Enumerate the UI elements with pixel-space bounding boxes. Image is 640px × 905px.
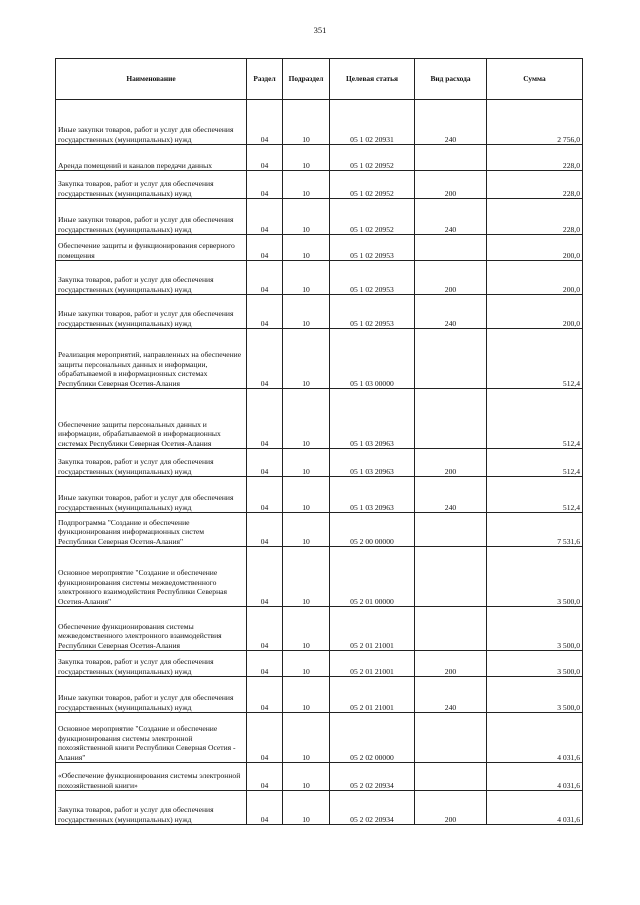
table-row xyxy=(56,100,583,145)
row-name-cell: Реализация мероприятий, направленных на обеспечение защиты персональных данных и информации, обрабатываемой в информационных системах Республики Северная Осетия-Алания xyxy=(56,329,247,389)
table-row xyxy=(56,477,583,513)
row-section-cell: 04 xyxy=(247,329,283,389)
row-subsection-cell: 10 xyxy=(283,763,330,791)
row-sum-cell: 3 500,0 xyxy=(487,651,583,677)
row-expense-cell: 240 xyxy=(415,199,487,235)
row-section-cell: 04 xyxy=(247,145,283,171)
header-name: Наименование xyxy=(56,59,247,100)
row-section-cell: 04 xyxy=(247,389,283,449)
row-target-cell: 05 1 03 00000 xyxy=(330,329,415,389)
row-subsection-cell: 10 xyxy=(283,171,330,199)
row-sum-cell: 512,4 xyxy=(487,389,583,449)
row-subsection-cell: 10 xyxy=(283,651,330,677)
row-name-cell: Подпрограмма "Создание и обеспечение функционирования информационных систем Республики Северная Осетия-Алания" xyxy=(56,513,247,547)
row-target-cell: 05 1 02 20953 xyxy=(330,235,415,261)
row-subsection-cell: 10 xyxy=(283,607,330,651)
row-subsection-cell: 10 xyxy=(283,199,330,235)
row-name-cell: Иные закупки товаров, работ и услуг для обеспечения государственных (муниципальных) нужд xyxy=(56,100,247,145)
row-target-cell: 05 1 02 20931 xyxy=(330,100,415,145)
row-name-cell: Закупка товаров, работ и услуг для обеспечения государственных (муниципальных) нужд xyxy=(56,261,247,295)
row-expense-cell: 200 xyxy=(415,651,487,677)
row-expense-cell xyxy=(415,389,487,449)
row-name-cell: Закупка товаров, работ и услуг для обеспечения государственных (муниципальных) нужд xyxy=(56,651,247,677)
page-number: 351 xyxy=(313,25,327,35)
row-target-cell: 05 1 02 20953 xyxy=(330,261,415,295)
row-subsection-cell: 10 xyxy=(283,329,330,389)
row-target-cell: 05 2 02 20934 xyxy=(330,763,415,791)
row-sum-cell: 512,4 xyxy=(487,449,583,477)
header-subsection: Подраздел xyxy=(283,59,330,100)
row-subsection-cell: 10 xyxy=(283,791,330,825)
row-sum-cell: 4 031,6 xyxy=(487,763,583,791)
row-expense-cell: 200 xyxy=(415,171,487,199)
row-sum-cell: 4 031,6 xyxy=(487,713,583,763)
row-subsection-cell: 10 xyxy=(283,449,330,477)
header-target-article: Целевая статья xyxy=(330,59,415,100)
header-sum: Сумма xyxy=(487,59,583,100)
table-row xyxy=(56,791,583,825)
table-row xyxy=(56,763,583,791)
row-sum-cell: 3 500,0 xyxy=(487,547,583,607)
row-section-cell: 04 xyxy=(247,295,283,329)
table-row xyxy=(56,171,583,199)
row-target-cell: 05 1 03 20963 xyxy=(330,477,415,513)
row-section-cell: 04 xyxy=(247,100,283,145)
row-name-cell: Иные закупки товаров, работ и услуг для обеспечения государственных (муниципальных) нужд xyxy=(56,295,247,329)
row-expense-cell: 200 xyxy=(415,791,487,825)
row-subsection-cell: 10 xyxy=(283,677,330,713)
row-name-cell: Обеспечение защиты и функционирования серверного помещения xyxy=(56,235,247,261)
table-row xyxy=(56,329,583,389)
row-sum-cell: 200,0 xyxy=(487,261,583,295)
table-row xyxy=(56,449,583,477)
row-subsection-cell: 10 xyxy=(283,100,330,145)
row-name-cell: Обеспечение защиты персональных данных и информации, обрабатываемой в информационных системах Республики Северная Осетия-Алания xyxy=(56,389,247,449)
row-expense-cell xyxy=(415,607,487,651)
row-section-cell: 04 xyxy=(247,791,283,825)
row-target-cell: 05 2 02 00000 xyxy=(330,713,415,763)
row-name-cell: Основное мероприятие "Создание и обеспечение функционирования системы межведомственного электронного взаимодействия Республики Северная Осетия-Алания" xyxy=(56,547,247,607)
row-expense-cell xyxy=(415,145,487,171)
row-name-cell: Закупка товаров, работ и услуг для обеспечения государственных (муниципальных) нужд xyxy=(56,449,247,477)
row-section-cell: 04 xyxy=(247,171,283,199)
row-expense-cell xyxy=(415,513,487,547)
row-sum-cell: 228,0 xyxy=(487,171,583,199)
row-name-cell: Закупка товаров, работ и услуг для обеспечения государственных (муниципальных) нужд xyxy=(56,171,247,199)
row-section-cell: 04 xyxy=(247,261,283,295)
row-sum-cell: 2 756,0 xyxy=(487,100,583,145)
table-row xyxy=(56,713,583,763)
row-target-cell: 05 1 03 20963 xyxy=(330,449,415,477)
row-section-cell: 04 xyxy=(247,199,283,235)
row-target-cell: 05 2 00 00000 xyxy=(330,513,415,547)
row-target-cell: 05 2 01 21001 xyxy=(330,677,415,713)
table-row xyxy=(56,677,583,713)
row-expense-cell xyxy=(415,329,487,389)
row-subsection-cell: 10 xyxy=(283,235,330,261)
row-section-cell: 04 xyxy=(247,547,283,607)
row-sum-cell: 3 500,0 xyxy=(487,607,583,651)
row-name-cell: «Обеспечение функционирования системы электронной похозяйственной книги» xyxy=(56,763,247,791)
row-subsection-cell: 10 xyxy=(283,513,330,547)
row-expense-cell: 240 xyxy=(415,677,487,713)
table-row xyxy=(56,235,583,261)
row-name-cell: Обеспечение функционирования системы межведомственного электронного взаимодействия Республики Северная Осетия-Алания xyxy=(56,607,247,651)
row-target-cell: 05 1 03 20963 xyxy=(330,389,415,449)
row-sum-cell: 512,4 xyxy=(487,329,583,389)
row-section-cell: 04 xyxy=(247,449,283,477)
row-expense-cell xyxy=(415,547,487,607)
row-sum-cell: 7 531,6 xyxy=(487,513,583,547)
row-name-cell: Аренда помещений и каналов передачи данных xyxy=(56,145,247,171)
row-name-cell: Иные закупки товаров, работ и услуг для обеспечения государственных (муниципальных) нужд xyxy=(56,477,247,513)
row-sum-cell: 512,4 xyxy=(487,477,583,513)
row-subsection-cell: 10 xyxy=(283,295,330,329)
table-row xyxy=(56,261,583,295)
header-section: Раздел xyxy=(247,59,283,100)
row-sum-cell: 200,0 xyxy=(487,295,583,329)
row-section-cell: 04 xyxy=(247,713,283,763)
row-section-cell: 04 xyxy=(247,651,283,677)
row-section-cell: 04 xyxy=(247,235,283,261)
row-expense-cell xyxy=(415,713,487,763)
row-expense-cell: 240 xyxy=(415,295,487,329)
row-name-cell: Закупка товаров, работ и услуг для обеспечения государственных (муниципальных) нужд xyxy=(56,791,247,825)
row-subsection-cell: 10 xyxy=(283,389,330,449)
budget-table xyxy=(55,58,583,825)
table-row xyxy=(56,199,583,235)
row-sum-cell: 228,0 xyxy=(487,199,583,235)
table-row xyxy=(56,547,583,607)
row-target-cell: 05 2 02 20934 xyxy=(330,791,415,825)
table-row xyxy=(56,513,583,547)
row-section-cell: 04 xyxy=(247,513,283,547)
row-section-cell: 04 xyxy=(247,477,283,513)
table-row xyxy=(56,607,583,651)
header-expense-type: Вид расхода xyxy=(415,59,487,100)
row-target-cell: 05 2 01 00000 xyxy=(330,547,415,607)
table-row xyxy=(56,651,583,677)
row-sum-cell: 228,0 xyxy=(487,145,583,171)
row-section-cell: 04 xyxy=(247,763,283,791)
row-section-cell: 04 xyxy=(247,607,283,651)
row-subsection-cell: 10 xyxy=(283,261,330,295)
row-subsection-cell: 10 xyxy=(283,477,330,513)
row-target-cell: 05 1 02 20952 xyxy=(330,145,415,171)
row-target-cell: 05 1 02 20953 xyxy=(330,295,415,329)
row-target-cell: 05 2 01 21001 xyxy=(330,607,415,651)
row-target-cell: 05 1 02 20952 xyxy=(330,171,415,199)
table-row xyxy=(56,389,583,449)
row-name-cell: Основное мероприятие "Создание и обеспечение функционирования системы электронной похозяйственной книги Республики Северная Осетия - Алания" xyxy=(56,713,247,763)
row-expense-cell xyxy=(415,235,487,261)
row-subsection-cell: 10 xyxy=(283,547,330,607)
row-sum-cell: 3 500,0 xyxy=(487,677,583,713)
table-body xyxy=(56,100,583,825)
row-name-cell: Иные закупки товаров, работ и услуг для обеспечения государственных (муниципальных) нужд xyxy=(56,199,247,235)
row-name-cell: Иные закупки товаров, работ и услуг для обеспечения государственных (муниципальных) нужд xyxy=(56,677,247,713)
row-section-cell: 04 xyxy=(247,677,283,713)
row-expense-cell: 240 xyxy=(415,477,487,513)
row-subsection-cell: 10 xyxy=(283,145,330,171)
row-expense-cell: 200 xyxy=(415,449,487,477)
row-sum-cell: 200,0 xyxy=(487,235,583,261)
table-row xyxy=(56,145,583,171)
row-expense-cell: 240 xyxy=(415,100,487,145)
row-sum-cell: 4 031,6 xyxy=(487,791,583,825)
table-row xyxy=(56,295,583,329)
row-subsection-cell: 10 xyxy=(283,713,330,763)
row-expense-cell xyxy=(415,763,487,791)
row-target-cell: 05 2 01 21001 xyxy=(330,651,415,677)
row-target-cell: 05 1 02 20952 xyxy=(330,199,415,235)
row-expense-cell: 200 xyxy=(415,261,487,295)
table-header-row xyxy=(56,59,583,100)
